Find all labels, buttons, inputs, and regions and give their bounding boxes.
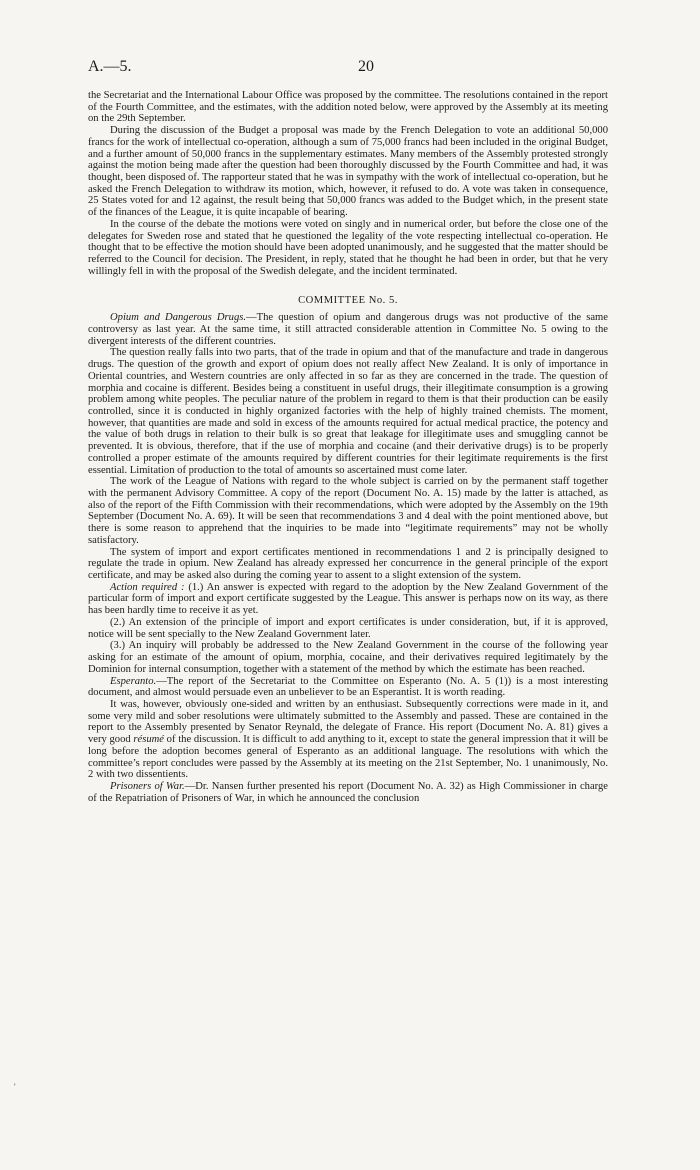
- paragraph: (2.) An extension of the principle of import and export certificates is under consideration, but, if it is approved, notice will be sent specially to the New Zealand Government later.: [88, 616, 608, 640]
- paragraph: It was, however, obviously one-sided and written by an enthusiast. Subsequently corrections were made in it, and some very mild and sober resolutions were ultimately submitted to the Assembly and passed. These are contained in the report to the Assembly presented by Senator Reynald, the delegate of France. His report (Document No. A. 81) gives a very good résumé of the discussion. It is difficult to add anything to it, except to state the general impression that it will be long before the adoption becomes general of Esperanto as an additional language. The resolutions with which the committee’s report concludes were passed by the Assembly at its meeting on the 21st September, No. 1 unanimously, No. 2 with two dissentients.: [88, 698, 608, 781]
- italic-heading: Prisoners of War.: [110, 780, 185, 792]
- italic-heading: Opium and Dangerous Drugs.: [110, 312, 247, 324]
- paragraph: Opium and Dangerous Drugs.—The question of opium and dangerous drugs was not productive of the same controversy as last year. At the same time, it still attracted considerable attention in Committee No. 5 owing to the divergent interests of the different countries.: [88, 312, 608, 347]
- paragraph: The work of the League of Nations with regard to the whole subject is carried on by the permanent staff together with the permanent Advisory Committee. A copy of the report (Document No. A. 15) made by the latter is attached, as also of the report of the Fifth Commission with their recommendations, which were adopted by the Assembly on the 19th September (Document No. A. 69). It will be seen that recommendations 3 and 4 deal with the point mentioned above, but there is some reason to apprehend that the inquiries to be made into “legitimate requirements” may not be wholly satisfactory.: [88, 476, 608, 546]
- italic-heading: Action required :: [110, 581, 185, 593]
- page-number: 20: [358, 58, 374, 75]
- body-text: [88, 90, 608, 804]
- paragraph: The question really falls into two parts, that of the trade in opium and that of the manufacture and trade in dangerous drugs. The question of the growth and export of opium does not really affect New Zealand. It is only of importance in Oriental countries, and Western countries are only affected in so far as they are concerned in the trade. The question of morphia and cocaine is different. Besides being a constituent in useful drugs, their illegitimate consumption is a growing problem among white peoples. The peculiar nature of the problem in regard to them is that their production can be easily controlled, since it is conducted in highly organized factories with the help of highly trained chemists. The moment, however, that quantities are made and sold in excess of the amounts required for actual medical practice, the potency and the value of both drugs in relation to their bulk is so great that leakage for illegitimate uses and smuggling cannot be prevented. It is obvious, therefore, that if the use of morphia and cocaine (and their derivative drugs) is to be properly controlled a proper estimate of the amounts required by different countries for their legitimate requirements is the first essential. Limitation of production to the total of amounts so ascertained must come later.: [88, 347, 608, 476]
- paragraph: the Secretariat and the International Labour Office was proposed by the committee. The resolutions contained in the report of the Fourth Committee, and the estimates, with the addition noted below, were approved by the Assembly at its meeting on the 29th September.: [88, 90, 608, 125]
- italic-heading: Esperanto.: [110, 675, 157, 687]
- paragraph: Prisoners of War.—Dr. Nansen further presented his report (Document No. A. 32) as High Commissioner in charge of the Repatriation of Prisoners of War, in which he announced the conclusion: [88, 780, 608, 804]
- margin-mark: ': [14, 1082, 16, 1092]
- paragraph: During the discussion of the Budget a proposal was made by the French Delegation to vote an additional 50,000 francs for the work of intellectual co-operation, although a sum of 75,000 francs had been included in the original Budget, and a further amount of 50,000 francs in the supplementary estimates. Many members of the Assembly protested strongly against the motion being made after the question had been thoroughly discussed by the Fourth Committee and had, it was thought, been disposed of. The rapporteur stated that he was in sympathy with the work of intellectual co-operation, but he asked the French Delegation to withdraw its motion, which, however, it refused to do. A vote was taken in consequence, 25 States voted for and 12 against, the result being that 50,000 francs was added to the Budget which, in the present state of the finances of the League, it is quite incapable of bearing.: [88, 125, 608, 219]
- page-header: [88, 58, 608, 82]
- paragraph: Action required : (1.) An answer is expected with regard to the adoption by the New Zealand Government of the particular form of import and export certificate suggested by the League. This answer is perhaps now on its way, as there has been hardly time to receive it as yet.: [88, 581, 608, 617]
- paragraph: (3.) An inquiry will probably be addressed to the New Zealand Government in the course of the following year asking for an estimate of the amount of opium, morphia, cocaine, and their derivatives required legitimately by the Dominion for internal consumption, together with a statement of the method by which the estimate has been reached.: [88, 640, 608, 675]
- paragraph: In the course of the debate the motions were voted on singly and in numerical order, but before the close one of the delegates for Sweden rose and stated that he questioned the legality of the vote respecting intellectual co-operation. He thought that to be effective the motion should have been adopted unanimously, and he suggested that the matter should be referred to the Council for decision. The President, in reply, stated that he thought he had been in order, but that he very willingly fell in with the proposal of the Swedish delegate, and the incident terminated.: [88, 218, 608, 277]
- italic-word: résumé: [133, 734, 164, 746]
- paragraph: The system of import and export certificates mentioned in recommendations 1 and 2 is principally designed to regulate the trade in opium. New Zealand has already expressed her concurrence in the general principle of the export certificate, and may be asked also during the coming year to assent to a slight extension of the system.: [88, 546, 608, 582]
- document-reference: A.—5.: [88, 58, 132, 75]
- section-heading: COMMITTEE No. 5.: [298, 294, 398, 306]
- paragraph: Esperanto.—The report of the Secretariat to the Committee on Esperanto (No. A. 5 (1)) is a most interesting document, and almost would persuade even an unbeliever to be an Esperantist. It is worth reading.: [88, 675, 608, 699]
